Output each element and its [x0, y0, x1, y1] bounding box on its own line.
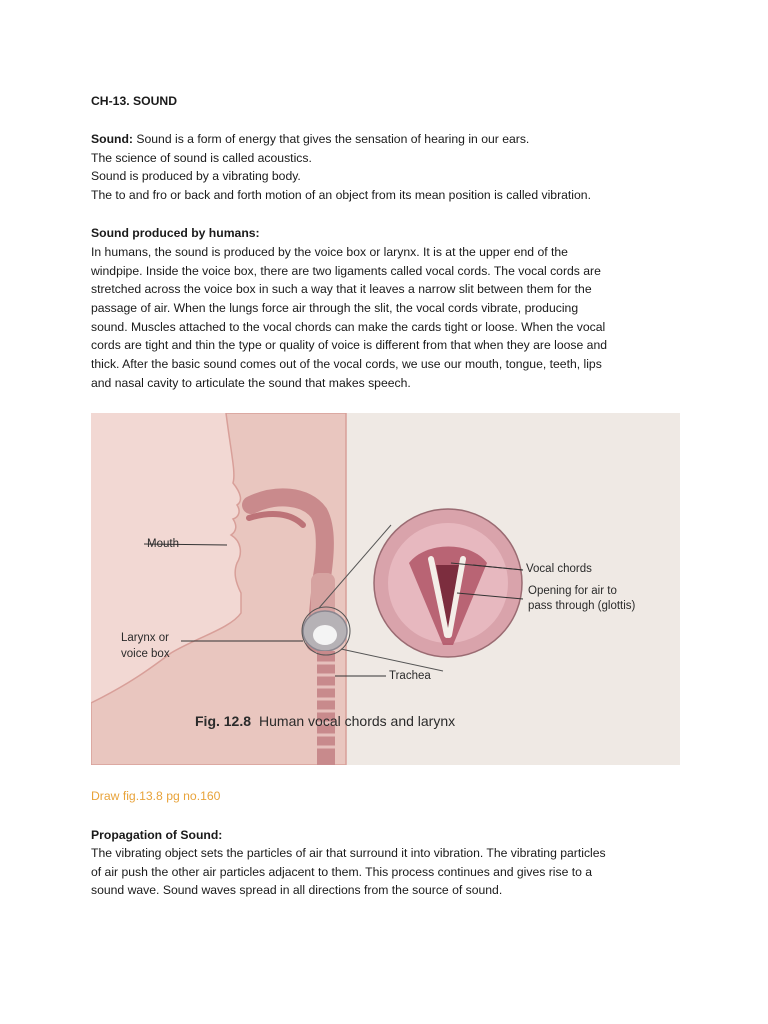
mouth-label: Mouth [147, 538, 179, 550]
humans-line: passage of air. When the lungs force air through the slit, the vocal cords vibrate, producing [91, 301, 579, 315]
humans-line: In humans, the sound is produced by the voice box or larynx. It is at the upper end of the [91, 245, 568, 259]
humans-title: Sound produced by humans: [91, 226, 260, 240]
sound-line-3: Sound is produced by a vibrating body. [91, 169, 301, 183]
propagation-line: The vibrating object sets the particles of air that surround it into vibration. The vibrating particles [91, 846, 606, 860]
humans-line: thick. After the basic sound comes out of the vocal cords, we use our mouth, tongue, teeth, lips [91, 357, 602, 371]
larynx-label-line-2: voice box [121, 648, 170, 660]
humans-line: cords are tight and thin the type or quality of voice is different from that when they are loose and [91, 338, 608, 352]
humans-line: stretched across the voice box in such a way that it leaves a narrow slit between them for the [91, 282, 592, 296]
sound-line-1: Sound is a form of energy that gives the sensation of hearing in our ears. [136, 132, 530, 146]
chapter-heading: CH-13. SOUND [91, 94, 178, 108]
vocal-chords-label: Vocal chords [526, 563, 592, 575]
propagation-line: of air push the other air particles adjacent to them. This process continues and gives rise to a [91, 865, 593, 879]
caption-figure-number: Fig. 12.8 [195, 713, 252, 729]
sound-definition [91, 130, 529, 149]
larynx-figure [91, 413, 680, 765]
sound-line-2: The science of sound is called acoustics. [91, 151, 312, 165]
larynx-label-line-1: Larynx or [121, 632, 169, 644]
propagation-line: sound wave. Sound waves spread in all directions from the source of sound. [91, 883, 503, 897]
propagation-title: Propagation of Sound: [91, 828, 223, 842]
caption-text: Human vocal chords and larynx [259, 713, 456, 729]
humans-line: windpipe. Inside the voice box, there are two ligaments called vocal cords. The vocal cords are [91, 264, 601, 278]
draw-note: Draw fig.13.8 pg no.160 [91, 789, 221, 803]
humans-line: sound. Muscles attached to the vocal chords can make the cards tight or loose. When the vocal [91, 320, 606, 334]
sound-label: Sound: [91, 132, 133, 146]
trachea-label: Trachea [389, 670, 431, 682]
opening-label-line-1: Opening for air to [528, 585, 617, 597]
opening-label-line-2: pass through (glottis) [528, 600, 636, 612]
figure-caption [195, 713, 455, 729]
sound-line-4: The to and fro or back and forth motion of an object from its mean position is called vibration. [91, 188, 591, 202]
humans-line: and nasal cavity to articulate the sound that makes speech. [91, 376, 411, 390]
